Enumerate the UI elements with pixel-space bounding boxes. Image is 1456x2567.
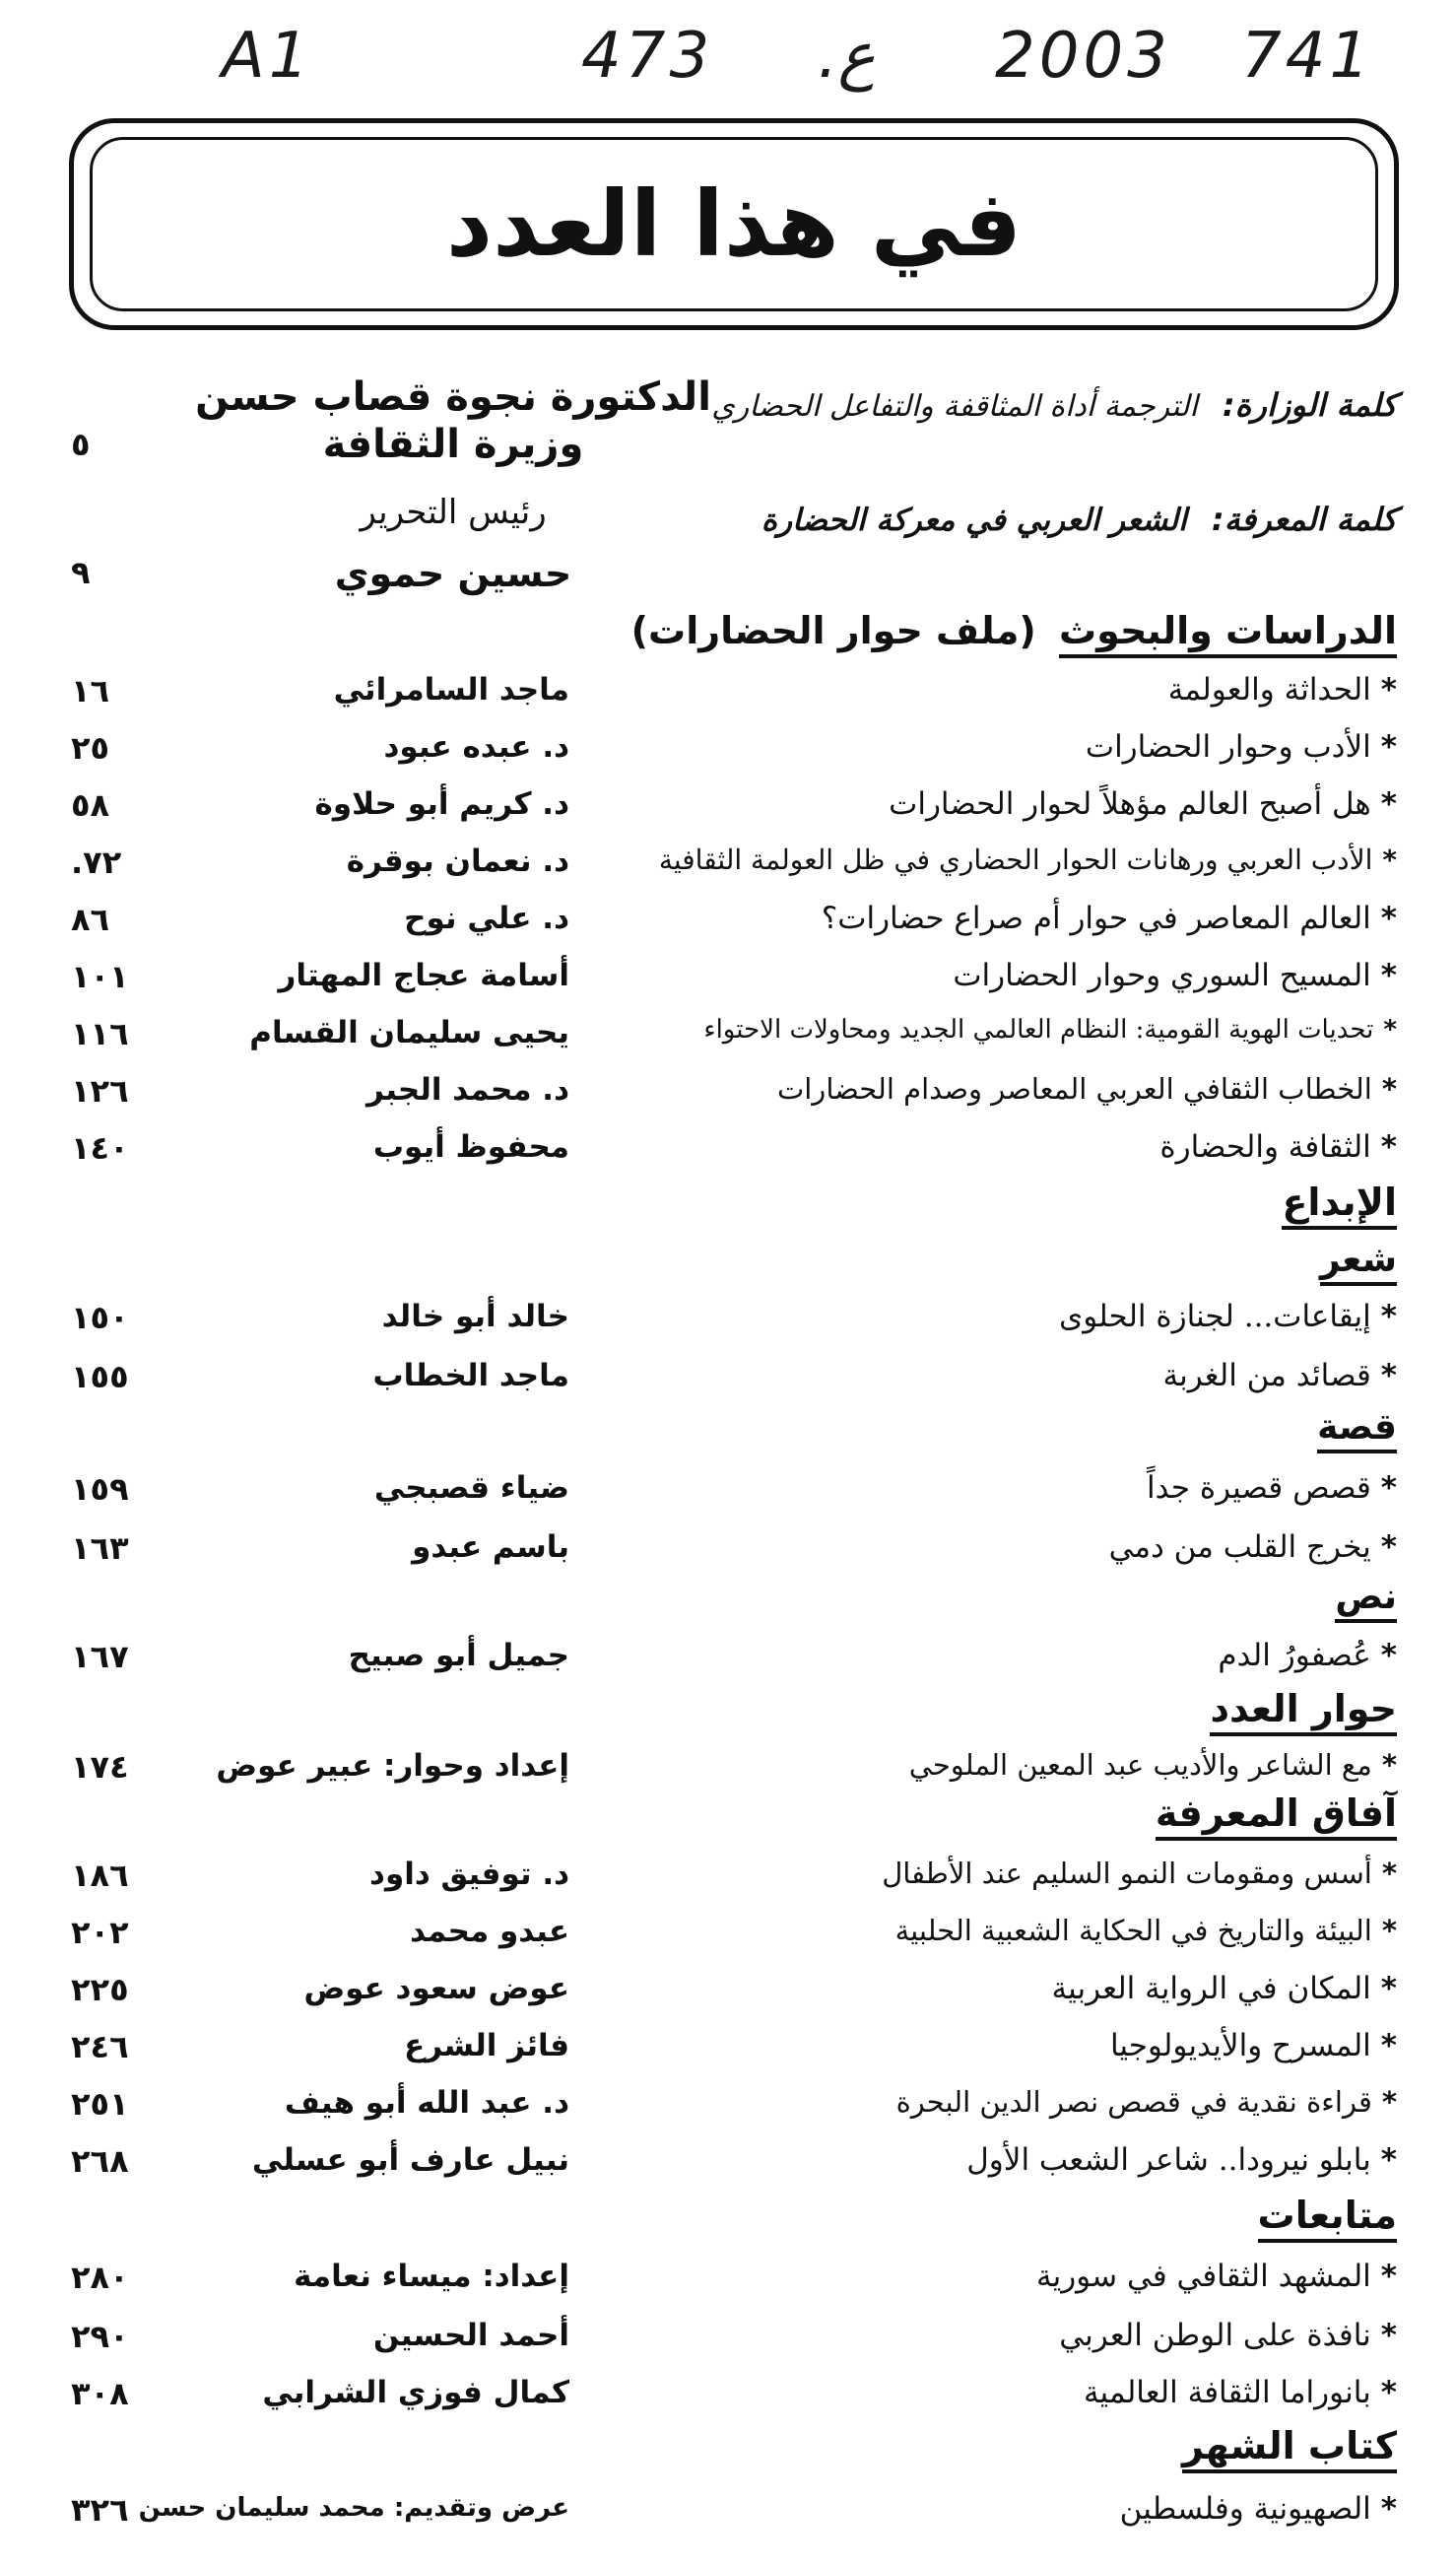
minister-name: الدكتورة نجوة قصاب حسن (195, 374, 711, 420)
toc-author: د. عبده عبود (383, 729, 569, 765)
toc-item[interactable]: *قصص قصيرة جداً (1146, 1470, 1397, 1506)
section-heading: آفاق المعرفة (1156, 1791, 1397, 1835)
page-title: في هذا العدد (445, 171, 1023, 277)
toc-author: كمال فوزي الشرابي (262, 2375, 569, 2410)
bullet-star-icon: * (1381, 1748, 1397, 1782)
subsection-heading: شعر (1320, 1240, 1397, 1280)
section-heading: الإبداع (1282, 1181, 1397, 1224)
toc-author: عرض وتقديم: محمد سليمان حسن (138, 2493, 569, 2523)
toc-author: فائز الشرع (404, 2028, 569, 2063)
toc-author: د. توفيق داود (369, 1857, 569, 1892)
toc-item[interactable]: *المسرح والأيديولوجيا (1109, 2028, 1397, 2063)
page-number: ١٤٠ (71, 1129, 129, 1167)
bullet-star-icon: * (1380, 1129, 1397, 1165)
editor-label: رئيس التحرير (360, 493, 547, 532)
toc-author: د. كريم أبو حلاوة (314, 786, 569, 822)
bullet-star-icon: * (1381, 1914, 1397, 1947)
toc-author: عبدو محمد (409, 1914, 569, 1949)
section-heading: حوار العدد (1210, 1687, 1397, 1730)
page-number: ٢٥١ (71, 2085, 129, 2123)
bullet-star-icon: * (1380, 729, 1397, 765)
bullet-star-icon: * (1380, 2375, 1397, 2410)
page-number: ١٥٠ (71, 1299, 129, 1336)
toc-item[interactable]: *المكان في الرواية العربية (1051, 1971, 1397, 2006)
toc-item[interactable]: *عُصفورُ الدم (1218, 1638, 1397, 1673)
page-number: ١٢٦ (71, 1072, 129, 1110)
toc-author: ماجد الخطاب (372, 1358, 569, 1393)
toc-author: عوض سعود عوض (303, 1971, 569, 2006)
page-number: ٢٤٦ (71, 2028, 129, 2065)
toc-item[interactable]: *أسس ومقومات النمو السليم عند الأطفال (882, 1857, 1397, 1890)
toc-item[interactable]: *تحديات الهوية القومية: النظام العالمي الجديد ومحاولات الاحتواء (703, 1015, 1397, 1045)
toc-item[interactable]: *الحداثة والعولمة (1167, 672, 1397, 708)
toc-item[interactable]: *مع الشاعر والأديب عبد المعين الملوحي (908, 1748, 1397, 1782)
handwritten-mark: A1 (222, 20, 313, 93)
intro-line: كلمة المعرفة: الشعر العربي في معركة الحضارة (761, 501, 1397, 538)
toc-author: خالد أبو خالد (381, 1299, 569, 1334)
subsection-heading: نص (1335, 1577, 1397, 1617)
handwritten-mark: 741 (1241, 20, 1374, 93)
intro-line: كلمة الوزارة: الترجمة أداة المثاقفة والتفاعل الحضاري (711, 386, 1397, 424)
page-number: ١٧٤ (71, 1748, 129, 1786)
bullet-star-icon: * (1381, 2085, 1397, 2119)
minister-title: وزيرة الثقافة (322, 422, 584, 467)
bullet-star-icon: * (1382, 844, 1397, 876)
section-heading: الدراسات والبحوث (ملف حوار الحضارات) (631, 609, 1397, 652)
bullet-star-icon: * (1380, 2491, 1397, 2527)
toc-item[interactable]: *نافذة على الوطن العربي (1059, 2318, 1397, 2353)
bullet-star-icon: * (1380, 901, 1397, 936)
toc-item[interactable]: *بانوراما الثقافة العالمية (1083, 2375, 1397, 2410)
page-number: ١٦٣ (71, 1529, 129, 1567)
toc-item[interactable]: *الأدب العربي ورهانات الحوار الحضاري في ظل العولمة الثقافية (658, 844, 1397, 876)
page-number: ٧٢. (71, 844, 122, 881)
toc-item[interactable]: *قصائد من الغربة (1162, 1358, 1397, 1393)
page-number: ١٥٩ (71, 1470, 129, 1508)
toc-item[interactable]: *المسيح السوري وحوار الحضارات (953, 958, 1397, 993)
page-number: ١١٦ (71, 1015, 129, 1052)
bullet-star-icon: * (1380, 1529, 1397, 1565)
page-number: ٣٢٦ (71, 2491, 129, 2529)
toc-author: د. علي نوح (404, 901, 569, 936)
handwritten-mark: 473 (581, 20, 714, 93)
toc-item[interactable]: *بابلو نيرودا.. شاعر الشعب الأول (966, 2142, 1397, 2178)
page-number: ١٦ (71, 672, 110, 709)
page-number: ٥٨ (71, 786, 110, 824)
bullet-star-icon: * (1380, 2142, 1397, 2178)
toc-author: أحمد الحسين (372, 2318, 569, 2353)
toc-item[interactable]: *هل أصبح العالم مؤهلاً لحوار الحضارات (889, 786, 1397, 822)
title-frame (69, 118, 1399, 330)
toc-author: محفوظ أيوب (372, 1129, 569, 1165)
section-heading: كتاب الشهر (1182, 2424, 1397, 2467)
editor-name: حسين حموي (334, 552, 572, 595)
toc-author: باسم عبدو (412, 1529, 569, 1565)
subsection-heading: قصة (1317, 1407, 1397, 1448)
bullet-star-icon: * (1383, 1015, 1397, 1045)
page-number: ٥ (71, 426, 91, 463)
toc-author: ضياء قصبجي (373, 1470, 569, 1506)
handwritten-mark: .ع (818, 20, 876, 93)
toc-item[interactable]: *الثقافة والحضارة (1159, 1129, 1397, 1165)
bullet-star-icon: * (1381, 1857, 1397, 1890)
page-number: ٢٠٢ (71, 1914, 129, 1951)
toc-item[interactable]: *العالم المعاصر في حوار أم صراع حضارات؟ (821, 901, 1397, 936)
toc-item[interactable]: *إيقاعات... لجنازة الحلوى (1058, 1299, 1397, 1334)
section-heading: متابعات (1258, 2194, 1397, 2237)
page-number: ١٦٧ (71, 1638, 129, 1675)
bullet-star-icon: * (1380, 2318, 1397, 2353)
toc-author: جميل أبو صبيح (348, 1638, 569, 1673)
bullet-star-icon: * (1380, 786, 1397, 822)
bullet-star-icon: * (1380, 1638, 1397, 1673)
bullet-star-icon: * (1380, 1299, 1397, 1334)
page-number: ٨٦ (71, 901, 110, 938)
bullet-star-icon: * (1380, 2028, 1397, 2063)
toc-author: يحيى سليمان القسام (249, 1015, 569, 1050)
bullet-star-icon: * (1380, 1470, 1397, 1506)
toc-author: ماجد السامرائي (333, 672, 569, 708)
bullet-star-icon: * (1380, 1971, 1397, 2006)
page-number: ١٥٥ (71, 1358, 129, 1395)
toc-item[interactable]: *الصهيونية وفلسطين (1119, 2491, 1397, 2527)
toc-author: د. محمد الجبر (365, 1072, 569, 1108)
page-number: ٩ (71, 554, 91, 591)
bullet-star-icon: * (1380, 2259, 1397, 2294)
bullet-star-icon: * (1380, 958, 1397, 993)
page-number: ١٠١ (71, 958, 129, 995)
page-number: ٢٦٨ (71, 2142, 129, 2180)
toc-item[interactable]: *قراءة نقدية في قصص نصر الدين البحرة (895, 2085, 1397, 2119)
toc-item[interactable]: *الأدب وحوار الحضارات (1085, 729, 1397, 765)
page-number: ٢٨٠ (71, 2259, 129, 2296)
page-number: ٣٠٨ (71, 2375, 129, 2412)
bullet-star-icon: * (1381, 1072, 1397, 1106)
handwritten-mark: 2003 (995, 20, 1171, 93)
toc-author: نبيل عارف أبو عسلي (251, 2142, 569, 2178)
toc-item[interactable]: *الخطاب الثقافي العربي المعاصر وصدام الحضارات (776, 1072, 1397, 1106)
toc-item[interactable]: *يخرج القلب من دمي (1108, 1529, 1397, 1565)
bullet-star-icon: * (1380, 672, 1397, 708)
page-number: ٢٢٥ (71, 1971, 129, 2008)
page-number: ١٨٦ (71, 1857, 129, 1894)
toc-item[interactable]: *البيئة والتاريخ في الحكاية الشعبية الحلبية (894, 1914, 1397, 1947)
bullet-star-icon: * (1380, 1358, 1397, 1393)
page-number: ٢٩٠ (71, 2318, 129, 2355)
toc-author: أسامة عجاج المهتار (278, 958, 569, 993)
toc-item[interactable]: *المشهد الثقافي في سورية (1035, 2259, 1397, 2294)
page-number: ٢٥ (71, 729, 110, 767)
toc-author: إعداد وحوار: عبير عوض (216, 1748, 569, 1784)
toc-author: د. نعمان بوقرة (346, 844, 569, 879)
toc-author: د. عبد الله أبو هيف (284, 2085, 569, 2121)
toc-author: إعداد: ميساء نعامة (294, 2259, 569, 2294)
